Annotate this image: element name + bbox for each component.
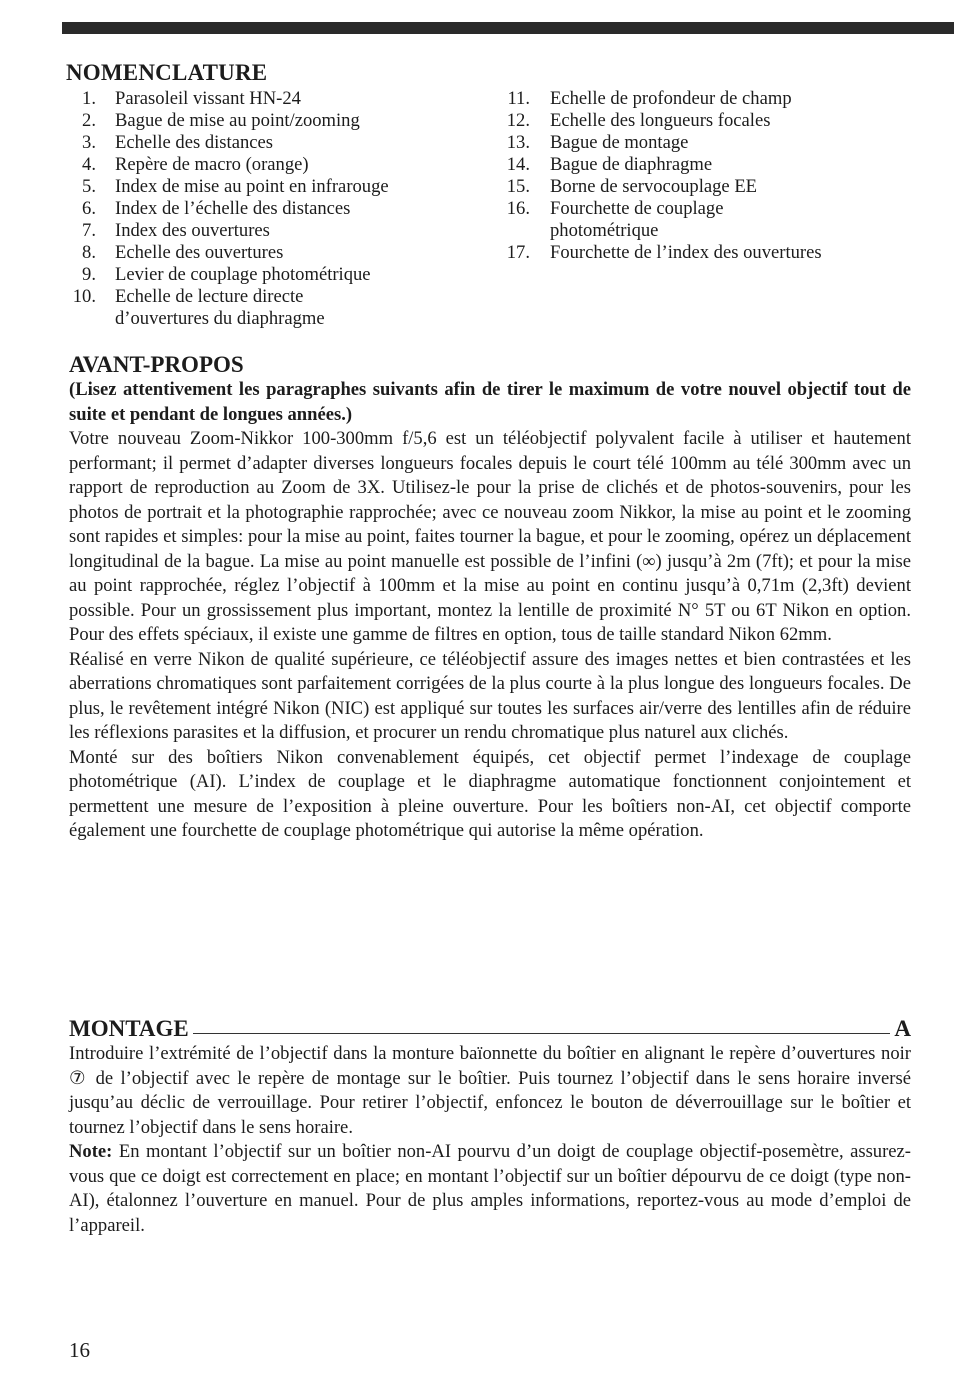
item-number: 2. xyxy=(82,110,96,131)
item-label: Echelle des ouvertures xyxy=(115,242,284,263)
item-label-continuation: d’ouvertures du diaphragme xyxy=(115,308,325,329)
list-item xyxy=(498,88,938,110)
item-label: Parasoleil vissant HN-24 xyxy=(115,88,301,109)
note-text: En montant l’objectif sur un boîtier non-AI pourvu d’un doigt de couplage objectif-posemètre, assurez-vous que ce doigt est correctement en place; en montant l’objectif sur un boîtier dépourvu de ce doigt (type non-AI), étalonnez l’ouverture en manuel. Pour de plus amples informations, reportez-vous au mode d’emploi de l’appareil. xyxy=(69,1141,911,1236)
nomenclature-title: NOMENCLATURE xyxy=(66,60,268,85)
paragraph: Réalisé en verre Nikon de qualité supérieure, ce téléobjectif assure des images nettes et bien contrastées et les aberrations chromatiques sont parfaitement corrigées de la plus courte à la plus longue des longueurs focales. De plus, le revêtement intégré Nikon (NIC) est appliqué sur toutes les surfaces air/verre des lentilles afin de réduire les réflexions parasites et la diffusion, et procurer un rendu chromatique plus naturel aux clichés. xyxy=(69,648,911,743)
item-label: Bague de montage xyxy=(550,132,689,153)
list-item xyxy=(64,154,504,176)
list-item xyxy=(498,110,938,132)
item-label: Fourchette de l’index des ouvertures xyxy=(550,242,822,263)
item-label: Repère de macro (orange) xyxy=(115,154,309,175)
item-number: 7. xyxy=(82,220,96,241)
list-item xyxy=(498,176,938,198)
list-item xyxy=(64,242,504,264)
list-item xyxy=(64,132,504,154)
item-number: 17. xyxy=(506,242,530,263)
item-label: Echelle de profondeur de champ xyxy=(550,88,792,109)
nomenclature-list-right xyxy=(498,88,938,264)
item-number: 14. xyxy=(506,154,530,175)
list-item xyxy=(498,242,938,264)
list-item xyxy=(498,198,938,220)
item-number: 5. xyxy=(82,176,96,197)
list-item-continuation xyxy=(64,308,504,330)
item-label: Fourchette de couplage xyxy=(550,198,724,219)
note-label: Note: xyxy=(69,1141,113,1162)
item-number: 12. xyxy=(506,110,530,131)
figure-reference: A xyxy=(894,1016,911,1041)
list-item xyxy=(64,220,504,242)
list-item xyxy=(64,110,504,132)
item-number: 15. xyxy=(506,176,530,197)
list-item xyxy=(64,198,504,220)
page-number: 16 xyxy=(69,1338,90,1362)
header-bar xyxy=(62,22,954,34)
list-item xyxy=(498,132,938,154)
item-label: Echelle de lecture directe xyxy=(115,286,304,307)
avant-propos-section xyxy=(69,352,911,844)
list-item xyxy=(64,264,504,286)
item-label-continuation: photométrique xyxy=(550,220,659,241)
list-item xyxy=(498,154,938,176)
item-label: Echelle des longueurs focales xyxy=(550,110,771,131)
item-number: 6. xyxy=(82,198,96,219)
item-number: 8. xyxy=(82,242,96,263)
paragraph: Introduire l’extrémité de l’objectif dans la monture baïonnette du boîtier en alignant le repère d’ouvertures noir ⑦ de l’objectif avec le repère de montage sur le boîtier. Puis tournez l’objectif dans le sens horaire inversé jusqu’au déclic de verrouillage. Pour retirer l’objectif, enfoncez le bouton de déverrouillage sur le boîtier et tournez l’objectif dans le sens horaire. xyxy=(69,1043,911,1138)
item-number: 10. xyxy=(72,286,96,307)
paragraph: Monté sur des boîtiers Nikon convenablement équipés, cet objectif permet l’indexage de couplage photométrique (AI). L’index de couplage et le diaphragme automatique fonctionnent conjointement et permettent une mesure de l’exposition à pleine ouverture. Pour les boîtiers non-AI, cet objectif comporte également une fourchette de couplage photométrique qui autorise la même opération. xyxy=(69,746,911,841)
list-item xyxy=(64,88,504,110)
item-label: Index des ouvertures xyxy=(115,220,270,241)
montage-section xyxy=(69,1042,911,1238)
note-paragraph xyxy=(69,1140,911,1238)
intro-text: (Lisez attentivement les paragraphes suivants afin de tirer le maximum de votre nouvel objectif tout de suite et pendant de longues années.) xyxy=(69,379,911,425)
item-number: 3. xyxy=(82,132,96,153)
paragraph: Votre nouveau Zoom-Nikkor 100-300mm f/5,6 est un téléobjectif polyvalent facile à utiliser et hautement performant; il permet d’adapter diverses longueurs focales depuis le court télé 100mm au télé 300mm avec un rapport de reproduction au Zoom de 3X. Utilisez-le pour la prise de clichés et de photos-souvenirs, pour les photos de portrait et la photographie rapprochée; avec ce nouveau zoom Nikkor, la mise au point et le zooming sont rapides et simples: pour la mise au point, faites tourner la bague, et pour le zooming, opérez un déplacement longitudinal de la bague. La mise au point manuelle est possible de l’infini (∞) jusqu’à 2m (7ft); et pour la mise au point rapprochée, réglez l’objectif à 100mm et la mise au point en continu jusqu’à 0,71m (2,3ft) devient possible. Pour un grossissement plus important, montez la lentille de proximité N° 5T ou 6T Nikon en option. Pour des effets spéciaux, il existe une gamme de filtres en option, tous de taille standard Nikon 62mm. xyxy=(69,428,911,645)
item-number: 13. xyxy=(506,132,530,153)
item-label: Index de l’échelle des distances xyxy=(115,198,351,219)
item-label: Index de mise au point en infrarouge xyxy=(115,176,389,197)
list-item xyxy=(64,286,504,308)
montage-heading xyxy=(69,1016,911,1042)
section-title: MONTAGE xyxy=(69,1016,189,1041)
item-number: 16. xyxy=(506,198,530,219)
item-number: 4. xyxy=(82,154,96,175)
item-label: Levier de couplage photométrique xyxy=(115,264,371,285)
item-number: 9. xyxy=(82,264,96,285)
item-label: Bague de mise au point/zooming xyxy=(115,110,360,131)
item-label: Borne de servocouplage EE xyxy=(550,176,758,197)
list-item xyxy=(64,176,504,198)
list-item-continuation xyxy=(498,220,938,242)
nomenclature-list-left xyxy=(64,88,504,330)
item-label: Bague de diaphragme xyxy=(550,154,713,175)
item-label: Echelle des distances xyxy=(115,132,273,153)
section-title: AVANT-PROPOS xyxy=(69,352,244,377)
heading-rule xyxy=(193,1033,891,1034)
item-number: 11. xyxy=(507,88,530,109)
item-number: 1. xyxy=(82,88,96,109)
